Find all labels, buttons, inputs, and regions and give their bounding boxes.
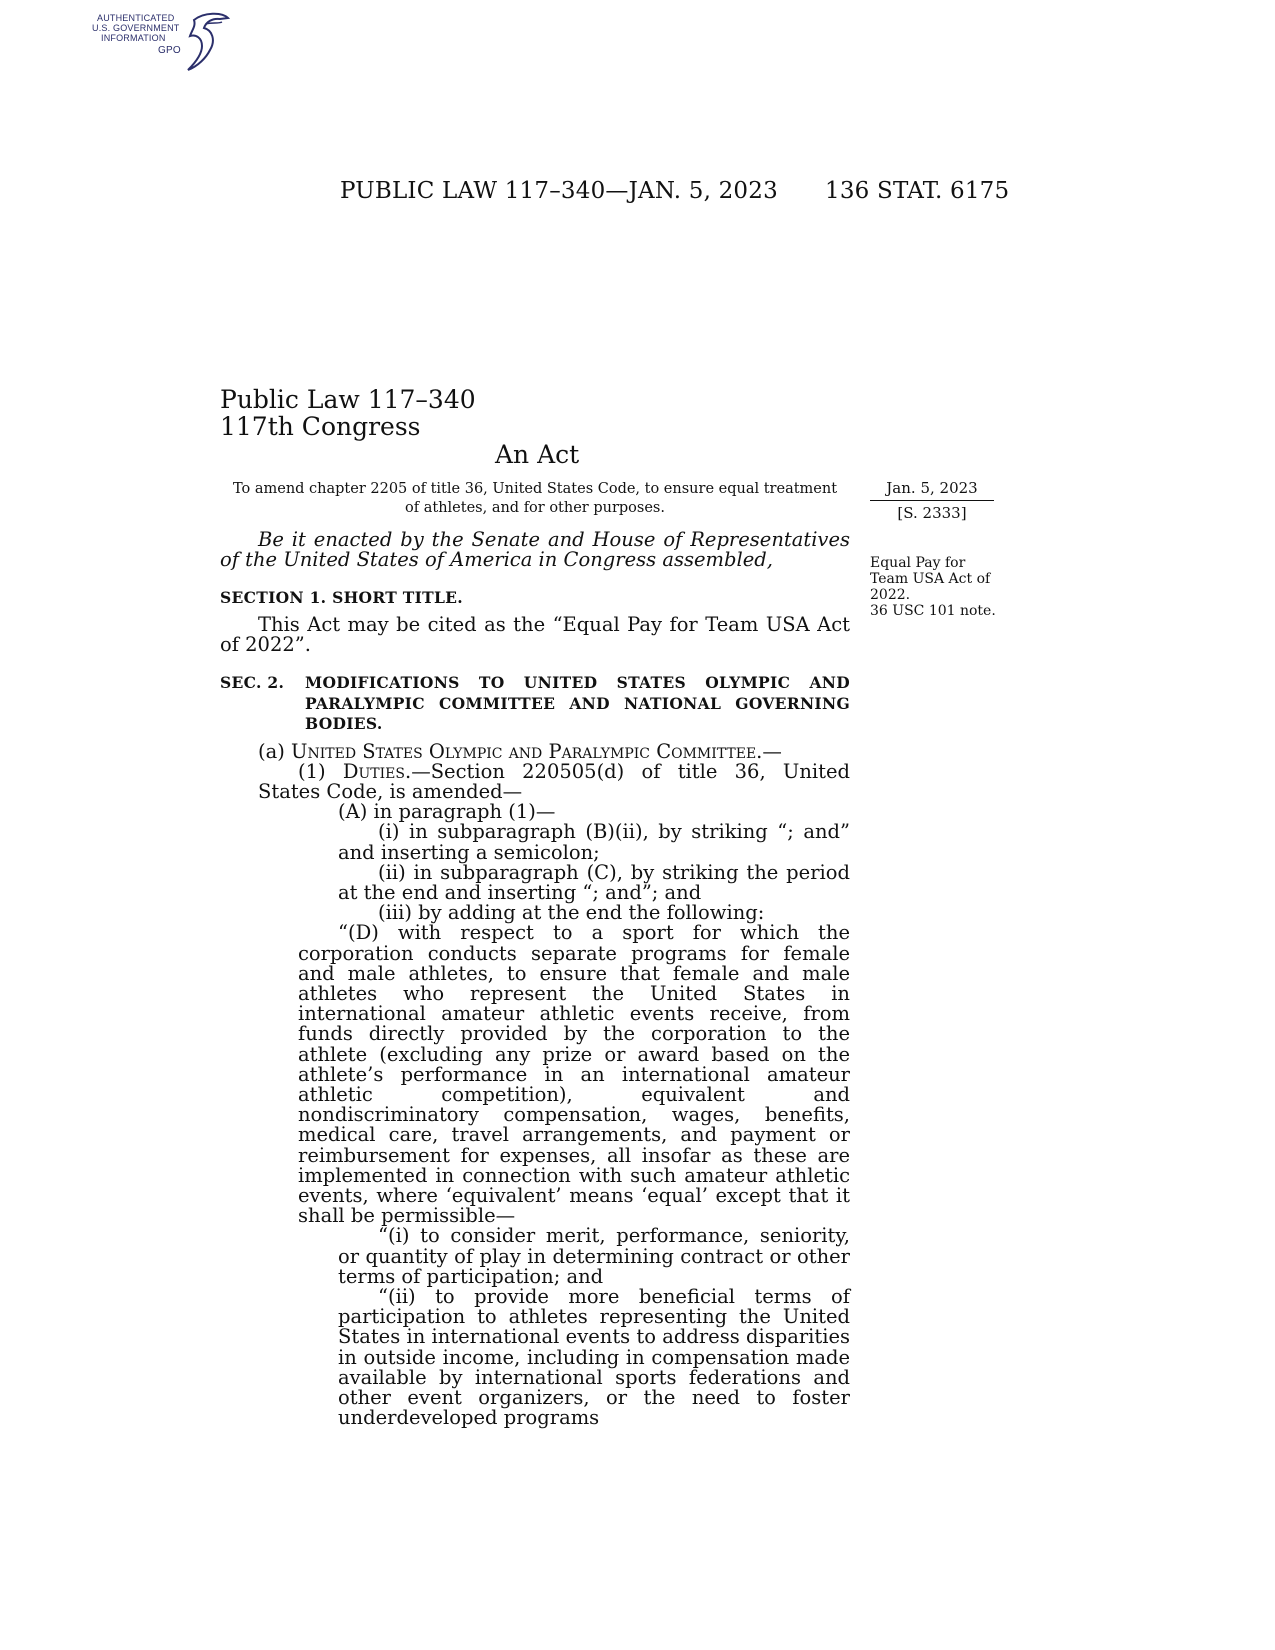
logo-line-1: AUTHENTICATED [97,13,175,23]
subsection-a-prefix: (a) [258,739,285,763]
subsection-a-dash: — [762,739,782,763]
paragraph-1-prefix: (1) [298,759,326,783]
enacting-clause: Be it enacted by the Senate and House of Representatives of the United States of America in Congress assembled, [220,528,850,572]
section-1-text: This Act may be cited as the “Equal Pay for Team USA Act of 2022”. [220,612,850,656]
law-body [220,530,850,1428]
clause-i: (i) in subparagraph (B)(ii), by striking “; and” and inserting a semicolon; [338,820,850,864]
section-2-label: SEC. 2. [220,673,285,693]
long-title: To amend chapter 2205 of title 36, United States Code, to ensure equal treatment of athletes, and for other purposes. [232,481,838,516]
enactment-date: Jan. 5, 2023 [870,479,994,501]
logo-line-2: U.S. GOVERNMENT [92,23,180,33]
bill-number: [S. 2333] [897,504,967,522]
clause-ii: (ii) in subparagraph (C), by striking the period at the end and inserting “; and”; and [338,860,850,904]
public-law-number: Public Law 117–340 [220,385,476,414]
logo-line-3: INFORMATION [101,33,166,43]
gpo-authentication-logo [92,10,232,76]
paragraph-1 [220,759,850,803]
law-title-block [220,386,476,440]
act-heading: An Act [495,440,580,469]
subsection-a [220,739,850,763]
subsection-a-caption: United States Olympic and Paralympic Committee. [291,739,763,763]
section-1-heading: SECTION 1. SHORT TITLE. [220,588,463,608]
eagle-icon [182,10,230,72]
congress-number: 117th Congress [220,412,421,441]
margin-note-usc: 36 USC 101 note. [870,603,996,619]
margin-date-block [870,479,994,522]
subparagraph-A: (A) in paragraph (1)— [338,800,556,824]
margin-notes [870,555,1000,619]
section-2-heading [220,673,850,735]
new-clause-D-i: “(i) to consider merit, performance, seniority, or quantity of play in determining contract or other terms of participation; and [338,1224,850,1288]
section-2-title: MODIFICATIONS TO UNITED STATES OLYMPIC AND PARALYMPIC COMMITTEE AND NATIONAL GOVERNING BODIES. [305,673,850,734]
new-clause-D-ii: “(ii) to provide more beneficial terms of participation to athletes representing the United States in international events to address disparities in outside income, including in compensation made available by international sports federations and other event organizers, or the need to foster underdeveloped programs [338,1285,850,1430]
running-head: PUBLIC LAW 117–340—JAN. 5, 2023 [340,178,778,204]
statute-page: 136 STAT. 6175 [825,178,1010,204]
clause-iii: (iii) by adding at the end the following: [378,901,765,925]
paragraph-1-caption: Duties [342,759,405,783]
new-subparagraph-D: “(D) with respect to a sport for which the corporation conducts separate programs for female and male athletes, to ensure that female and male athletes who represent the United States in international amateur athletic events receive, from funds directly provided by the corporation to the athlete (excluding any prize or award based on the athlete’s performance in an international amateur athletic competition), equivalent and nondiscriminatory compensation, wages, benefits, medical care, travel arrangements, and payment or reimbursement for expenses, all insofar as these are implemented in connection with such amateur athletic events, where ‘equivalent’ means ‘equal’ except that it shall be permissible— [298,921,850,1228]
logo-gpo-mark: GPO [158,45,181,56]
paragraph-1-text: .—Section 220505(d) of title 36, United States Code, is amended— [258,759,850,803]
margin-note-short-title: Equal Pay for Team USA Act of 2022. [870,555,991,603]
